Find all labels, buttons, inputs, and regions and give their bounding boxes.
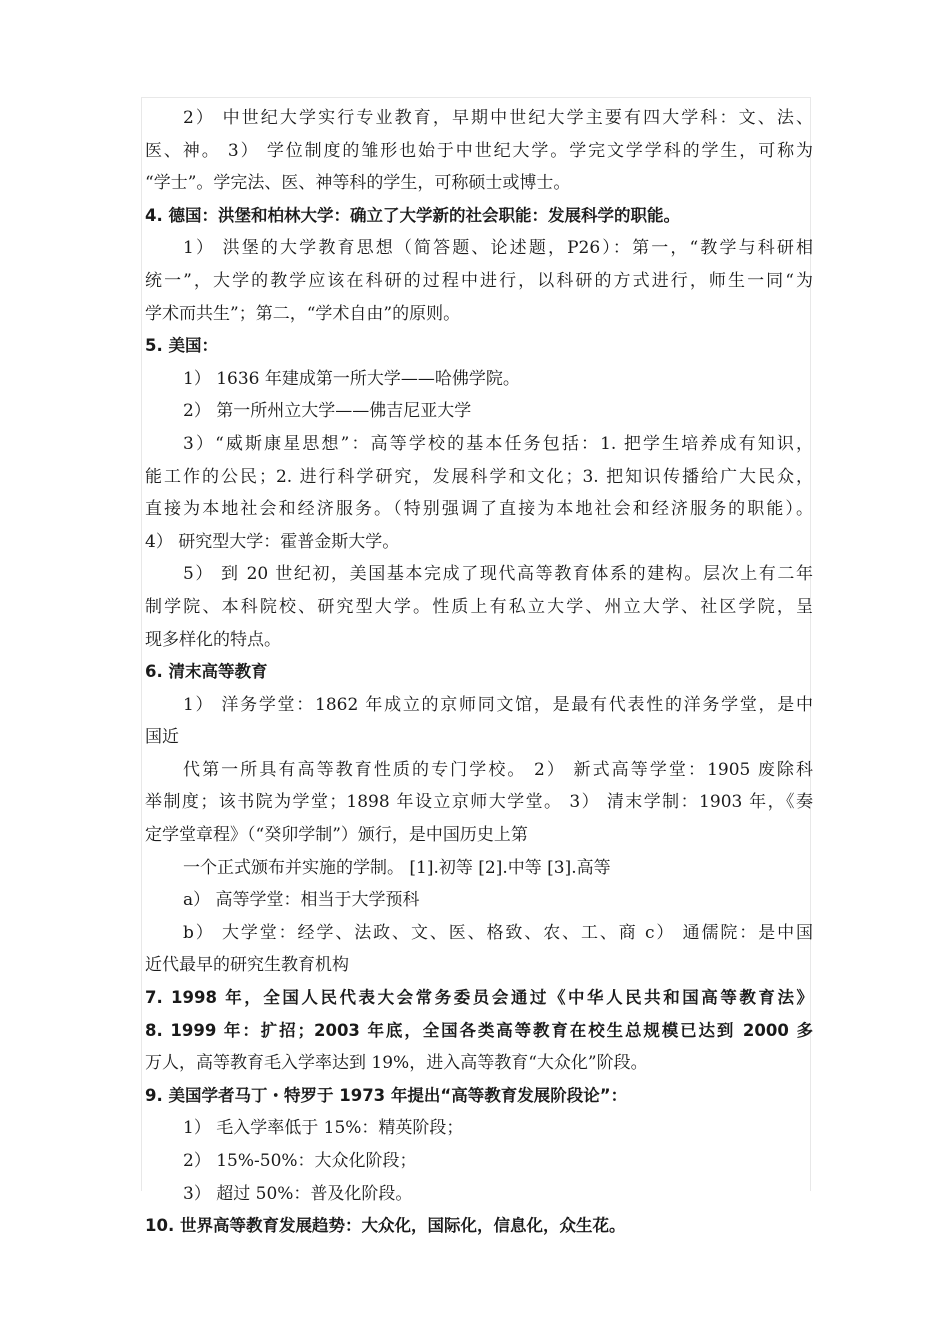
section-heading-5: 5. 美国： — [145, 336, 218, 356]
section-heading-6: 6. 清末高等教育 — [145, 662, 268, 682]
section-heading-4: 4. 德国：洪堡和柏林大学：确立了大学新的社会职能：发展科学的职能。 — [145, 205, 680, 225]
text-line: 一个正式颁布并实施的学制。 [1].初等 [2].中等 [3].高等 — [183, 857, 611, 878]
text-line: 2） 15%-50%：大众化阶段； — [183, 1151, 417, 1171]
text-line: 代第一所具有高等教育性质的专门学校。 2） 新式高等学堂：1905 废除科 — [183, 759, 813, 780]
document-body — [145, 102, 813, 1243]
text-line: 4） 研究型大学：霍普金斯大学。 — [145, 531, 400, 552]
text-line: 近代最早的研究生教育机构 — [145, 955, 349, 976]
section-heading-7: 7. 1998 年，全国人民代表大会常务委员会通过《中华人民共和国高等教育法》 — [145, 988, 813, 1008]
text-line: 学术而共生”；第二，“学术自由”的原则。 — [145, 303, 461, 324]
text-line: 1） 1636 年建成第一所大学——哈佛学院。 — [183, 368, 520, 389]
text-line: 万人，高等教育毛入学率达到 19%，进入高等教育“大众化”阶段。 — [145, 1053, 648, 1074]
text-line: 3） 超过 50%：普及化阶段。 — [183, 1183, 413, 1204]
text-line: 2） 中世纪大学实行专业教育，早期中世纪大学主要有四大学科：文、法、 — [183, 108, 813, 128]
section-heading-9: 9. 美国学者马丁・特罗于 1973 年提出“高等教育发展阶段论”： — [145, 1085, 628, 1105]
text-line: 2） 第一所州立大学——佛吉尼亚大学 — [183, 401, 472, 422]
text-line: b） 大学堂：经学、法政、文、医、格致、农、工、商 c） 通儒院：是中国 — [183, 922, 813, 943]
text-line: 1） 洋务学堂：1862 年成立的京师同文馆，是最有代表性的洋务学堂，是中 — [183, 694, 813, 715]
text-line: 能工作的公民；2. 进行科学研究，发展科学和文化；3. 把知识传播给广大民众， — [145, 466, 813, 487]
text-line: 制学院、本科院校、研究型大学。性质上有私立大学、州立大学、社区学院，呈 — [145, 596, 813, 617]
text-line: 1） 毛入学率低于 15%：精英阶段； — [183, 1118, 464, 1139]
section-heading-8: 8. 1999 年：扩招；2003 年底，全国各类高等教育在校生总规模已达到 2000 多 — [145, 1020, 813, 1040]
text-line: 定学堂章程》（“癸卯学制”）颁行，是中国历史上第 — [145, 825, 528, 846]
text-line: 1） 洪堡的大学教育思想（简答题、论述题，P26）：第一，“教学与科研相 — [183, 238, 813, 259]
text-line: 直接为本地社会和经济服务。（特别强调了直接为本地社会和经济服务的职能）。 — [145, 499, 813, 520]
text-line: 现多样化的特点。 — [145, 629, 281, 650]
section-heading-10: 10. 世界高等教育发展趋势：大众化，国际化，信息化，众生花。 — [145, 1216, 626, 1236]
text-line: 统一”，大学的教学应该在科研的过程中进行，以科研的方式进行，师生一同“为 — [145, 270, 813, 291]
text-line: 医、神。 3） 学位制度的雏形也始于中世纪大学。学完文学学科的学生，可称为 — [145, 140, 813, 161]
text-line: 举制度；该书院为学堂；1898 年设立京师大学堂。 3） 清末学制：1903 年，《奏 — [145, 792, 813, 813]
text-line: a） 高等学堂：相当于大学预科 — [183, 890, 420, 911]
text-line: 国近 — [145, 727, 179, 748]
text-line: “学士”。学完法、医、神等科的学生，可称硕士或博士。 — [145, 173, 571, 194]
text-line: 3）“威斯康星思想”：高等学校的基本任务包括：1. 把学生培养成有知识， — [183, 433, 813, 454]
text-line: 5） 到 20 世纪初，美国基本完成了现代高等教育体系的建构。层次上有二年 — [183, 564, 813, 585]
